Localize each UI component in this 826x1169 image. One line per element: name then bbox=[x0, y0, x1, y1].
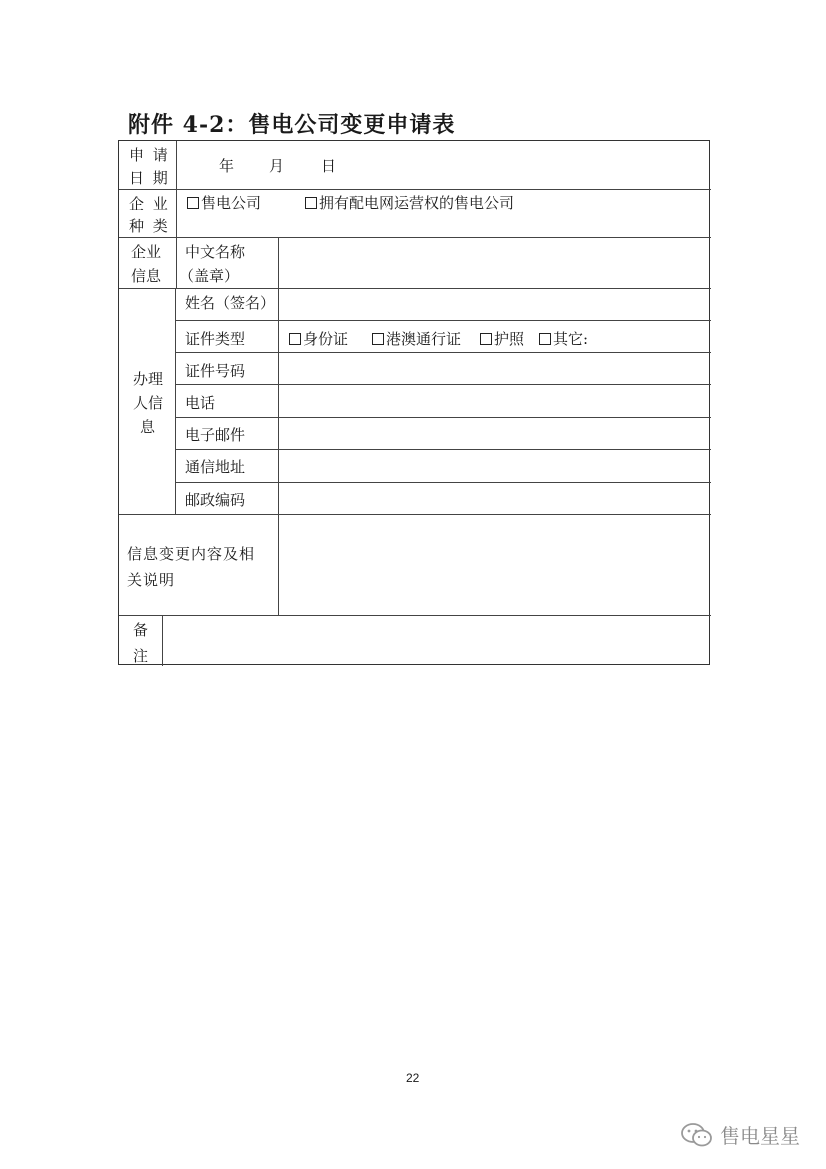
col-divider bbox=[176, 237, 177, 288]
row-divider bbox=[119, 514, 711, 515]
row-divider bbox=[175, 352, 711, 353]
row-divider bbox=[175, 449, 711, 450]
application-form bbox=[118, 140, 710, 665]
watermark: 售电星星 bbox=[680, 1120, 800, 1149]
remarks-label: 备 bbox=[133, 621, 149, 639]
company-info-label: 信息 bbox=[131, 267, 162, 285]
row-divider bbox=[175, 320, 711, 321]
col-divider bbox=[175, 288, 176, 514]
handler-label: 息 bbox=[140, 418, 156, 436]
row-divider bbox=[119, 288, 711, 289]
remarks-label: 注 bbox=[133, 647, 149, 665]
handler-field-id-number: 证件号码 bbox=[185, 362, 246, 380]
handler-field-name: 姓名（签名） bbox=[185, 294, 276, 312]
row-divider bbox=[175, 417, 711, 418]
handler-label: 办理 bbox=[133, 370, 164, 388]
company-type-option[interactable]: 售电公司 bbox=[187, 191, 261, 215]
id-type-option[interactable]: 其它: bbox=[539, 327, 588, 351]
company-type-label: 企 业 bbox=[129, 195, 170, 213]
row-divider bbox=[119, 615, 711, 616]
wechat-icon bbox=[680, 1121, 714, 1149]
col-divider bbox=[278, 237, 279, 288]
company-name-label: 中文名称 bbox=[185, 243, 246, 261]
company-name-label: （盖章） bbox=[179, 267, 240, 285]
apply-date-label: 日 期 bbox=[129, 169, 170, 187]
checkbox[interactable] bbox=[539, 333, 551, 345]
company-info-label: 企业 bbox=[131, 243, 162, 261]
checkbox[interactable] bbox=[289, 333, 301, 345]
apply-date-label: 申 请 bbox=[129, 146, 170, 164]
checkbox[interactable] bbox=[480, 333, 492, 345]
handler-field-id-type: 证件类型 bbox=[185, 330, 246, 348]
date-month-label: 月 bbox=[269, 157, 285, 175]
handler-field-phone: 电话 bbox=[185, 394, 216, 412]
handler-field-postcode: 邮政编码 bbox=[185, 491, 246, 509]
handler-label: 人信 bbox=[133, 394, 164, 412]
checkbox[interactable] bbox=[305, 197, 317, 209]
date-year-label: 年 bbox=[219, 157, 235, 175]
id-type-option[interactable]: 身份证 bbox=[289, 327, 348, 351]
id-type-option[interactable]: 港澳通行证 bbox=[372, 327, 461, 351]
row-divider bbox=[119, 237, 711, 238]
change-description-label: 信息变更内容及相 bbox=[127, 545, 256, 563]
col-divider bbox=[278, 288, 279, 615]
date-day-label: 日 bbox=[321, 157, 337, 175]
row-divider bbox=[119, 189, 711, 190]
handler-field-address: 通信地址 bbox=[185, 458, 246, 476]
page-number: 22 bbox=[406, 1071, 420, 1085]
row-divider bbox=[175, 482, 711, 483]
col-divider bbox=[176, 141, 177, 237]
company-type-label: 种 类 bbox=[129, 217, 170, 235]
col-divider bbox=[162, 615, 163, 666]
change-description-label: 关说明 bbox=[127, 571, 176, 589]
checkbox[interactable] bbox=[187, 197, 199, 209]
company-type-option[interactable]: 拥有配电网运营权的售电公司 bbox=[305, 191, 514, 215]
document-title: 附件 4-2：售电公司变更申请表 bbox=[128, 112, 456, 138]
row-divider bbox=[175, 384, 711, 385]
handler-field-email: 电子邮件 bbox=[185, 426, 246, 444]
id-type-option[interactable]: 护照 bbox=[480, 327, 524, 351]
checkbox[interactable] bbox=[372, 333, 384, 345]
